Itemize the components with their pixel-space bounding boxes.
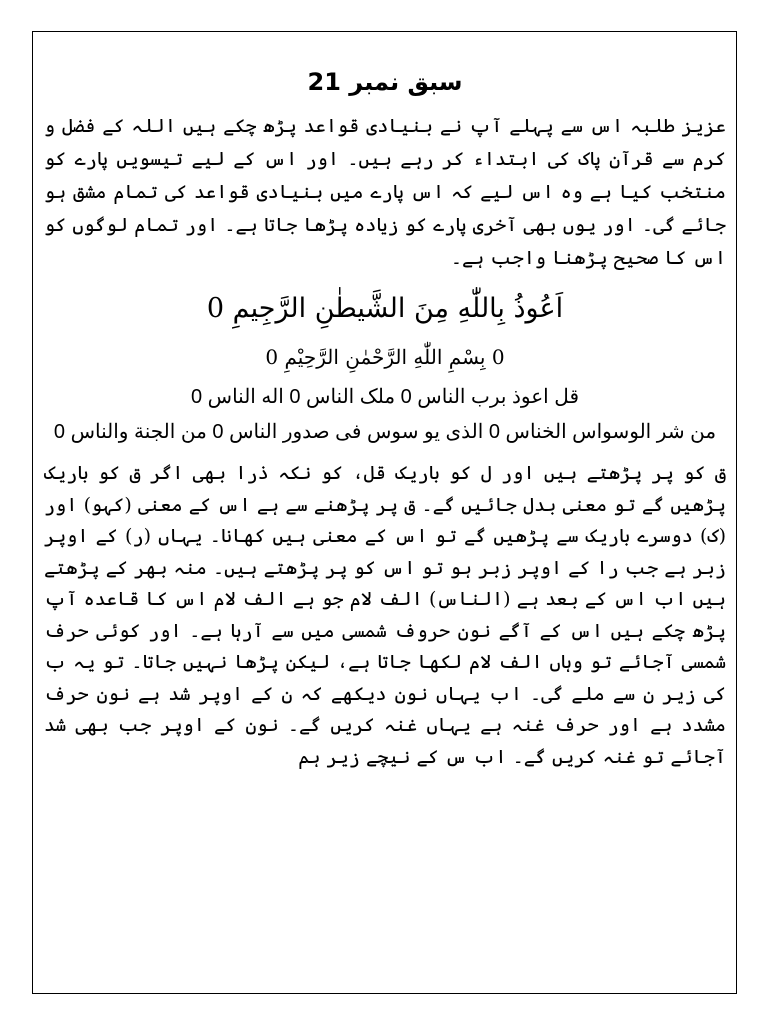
surah-nas-line-1: قل اعوذ برب الناس 0 ملک الناس 0 اله الناس 0 (190, 386, 580, 408)
taawwuz-verse: اَعُوذُ بِاللّٰهِ مِنَ الشَّيطٰنِ الرَّجِيمِ 0 (206, 293, 564, 324)
lesson-content (44, 64, 726, 773)
bismillah-verse: 0 بِسْمِ اللّٰهِ الرَّحْمٰنِ الرَّحِيْمِ 0 (265, 345, 505, 369)
explanation-paragraph: ق کو پر پڑھتے ہیں اور ل کو باریک قل، کو نکہ ذرا بھی اگر ق کو باریک پڑھیں گے تو معنی بدل جائیں گے۔ ق پر پڑھنے سے ہے اس کے معنی (کہو) اور (ک) دوسرے باریک سے پڑھیں گے تو اس کے معنی ہیں کھانا۔ یہاں (ر) کے اوپر زبر ہے جب را کے اوپر زبر ہو تو اس کو پر پڑھتے ہیں۔ منہ بھر کے پڑھتے ہیں اب اس کے بعد ہے (الناس) الف لام جو ہے الف لام اس کا قاعدہ آپ پڑھ چکے ہیں اس کے آگے نون حروف شمسی میں سے آرہا ہے۔ اور کوئی حرف شمسی آجائے تو وہاں الف لام لکھا جاتا ہے، لیکن پڑھا نہیں جاتا۔ تو یہ ب کی زیر ن سے ملے گی۔ اب یہاں نون دیکھے کہ ن کے اوپر شد ہے نون حرف مشدد ہے اور حرف غنہ ہے یہاں غنہ کریں گے۔ نون کے اوپر جب بھی شد آجائے تو غنہ کریں گے۔ اب س کے نیچے زیر ہم (44, 462, 726, 768)
lesson-title: سبق نمبر 21 (307, 68, 463, 96)
surah-nas-line-2: من شر الوسواس الخناس 0 الذی یو سوس فی صدور الناس 0 من الجنة والناس 0 (53, 421, 717, 443)
intro-paragraph: عزیز طلبہ اس سے پہلے آپ نے بنیادی قواعد پڑھ چکے ہیں اللہ کے فضل و کرم سے قرآن پاک کی ابتداء کر رہے ہیں۔ اور اس کے لیے تیسویں پارے کو منتخب کیا ہے وہ اس لیے کہ اس پارے میں بنیادی قواعد کی تمام مشق ہو جائے گی۔ اور یوں بھی آخری پارے کو زیادہ پڑھا جاتا ہے۔ اور تمام لوگوں کو اس کا صحیح پڑھنا واجب ہے۔ (44, 115, 726, 269)
